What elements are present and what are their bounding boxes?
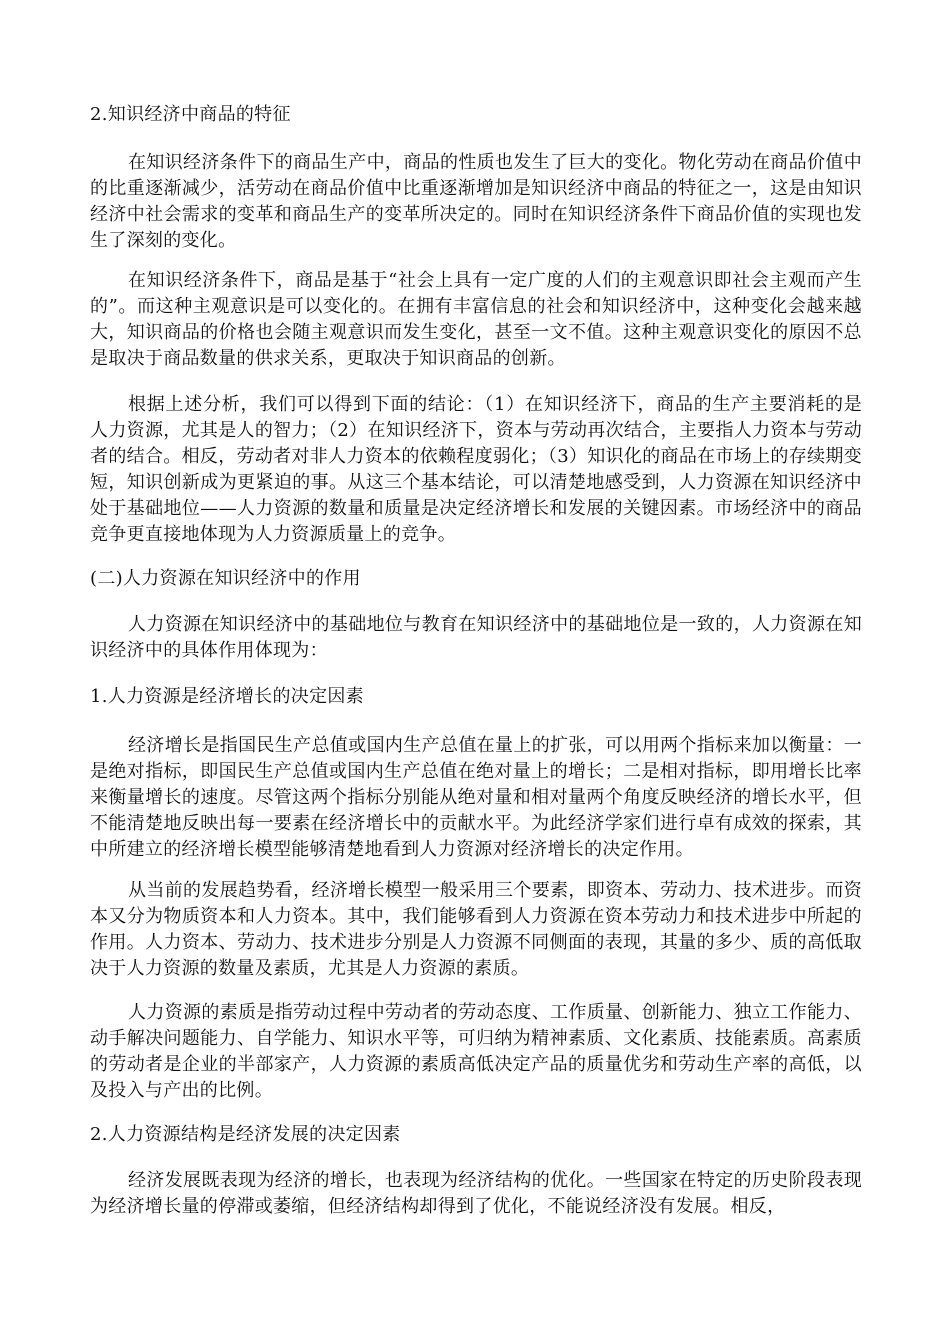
paragraph-economic-development: 经济发展既表现为经济的增长，也表现为经济结构的优化。一些国家在特定的历史阶段表现为经济增长量的停滞或萎缩，但经济结构却得到了优化，不能说经济没有发展。相反， [90,1170,862,1217]
section-heading-commodity-features: 2.知识经济中商品的特征 [90,104,291,125]
paragraph-conclusions: 根据上述分析，我们可以得到下面的结论：（1）在知识经济下，商品的生产主要消耗的是人力资源，尤其是人的智力；（2）在知识经济下，资本与劳动再次结合，主要指人力资本与劳动者的结合。相反，劳动者对非人力资本的依赖程度弱化；（3）知识化的商品在市场上的存续期变短，知识创新成为更紧迫的事。从这三个基本结论，可以清楚地感受到，人力资源在知识经济中处于基础地位——人力资源的数量和质量是决定经济增长和发展的关键因素。市场经济中的商品竞争更直接地体现为人力资源质量上的竞争。 [90,394,862,545]
paragraph-foundation-role: 人力资源在知识经济中的基础地位与教育在知识经济中的基础地位是一致的，人力资源在知识经济中的具体作用体现为： [90,614,862,661]
section-heading-human-resource-role: (二)人力资源在知识经济中的作用 [90,568,361,589]
section-heading-structure-factor: 2.人力资源结构是经济发展的决定因素 [90,1124,401,1145]
paragraph-growth-model: 从当前的发展趋势看，经济增长模型一般采用三个要素，即资本、劳动力、技术进步。而资本又分为物质资本和人力资本。其中，我们能够看到人力资源在资本劳动力和技术进步中所起的作用。人力资本、劳动力、技术进步分别是人力资源不同侧面的表现，其量的多少、质的高低取决于人力资源的数量及素质，尤其是人力资源的素质。 [90,880,862,979]
paragraph-economic-growth: 经济增长是指国民生产总值或国内生产总值在量上的扩张，可以用两个指标来加以衡量：一是绝对指标，即国民生产总值或国内生产总值在绝对量上的增长；二是相对指标，即用增长比率来衡量增长的速度。尽管这两个指标分别能从绝对量和相对量两个角度反映经济的增长水平，但不能清楚地反映出每一要素在经济增长中的贡献水平。为此经济学家们进行卓有成效的探索，其中所建立的经济增长模型能够清楚地看到人力资源对经济增长的决定作用。 [90,735,862,860]
paragraph-commodity-value: 在知识经济条件下的商品生产中，商品的性质也发生了巨大的变化。物化劳动在商品价值中的比重逐渐减少，活劳动在商品价值中比重逐渐增加是知识经济中商品的特征之一，这是由知识经济中社会需求的变革和商品生产的变革所决定的。同时在知识经济条件下商品价值的实现也发生了深刻的变化。 [90,152,862,251]
paragraph-subjective-consciousness: 在知识经济条件下，商品是基于“社会上具有一定广度的人们的主观意识即社会主观而产生的”。而这种主观意识是可以变化的。在拥有丰富信息的社会和知识经济中，这种变化会越来越大，知识商品的价格也会随主观意识而发生变化，甚至一文不值。这种主观意识变化的原因不总是取决于商品数量的供求关系，更取决于知识商品的创新。 [90,270,862,369]
paragraph-worker-quality: 人力资源的素质是指劳动过程中劳动者的劳动态度、工作质量、创新能力、独立工作能力、动手解决问题能力、自学能力、知识水平等，可归纳为精神素质、文化素质、技能素质。高素质的劳动者是企业的半部家产，人力资源的素质高低决定产品的质量优劣和劳动生产率的高低，以及投入与产出的比例。 [90,1002,862,1101]
section-heading-growth-factor: 1.人力资源是经济增长的决定因素 [90,686,364,707]
